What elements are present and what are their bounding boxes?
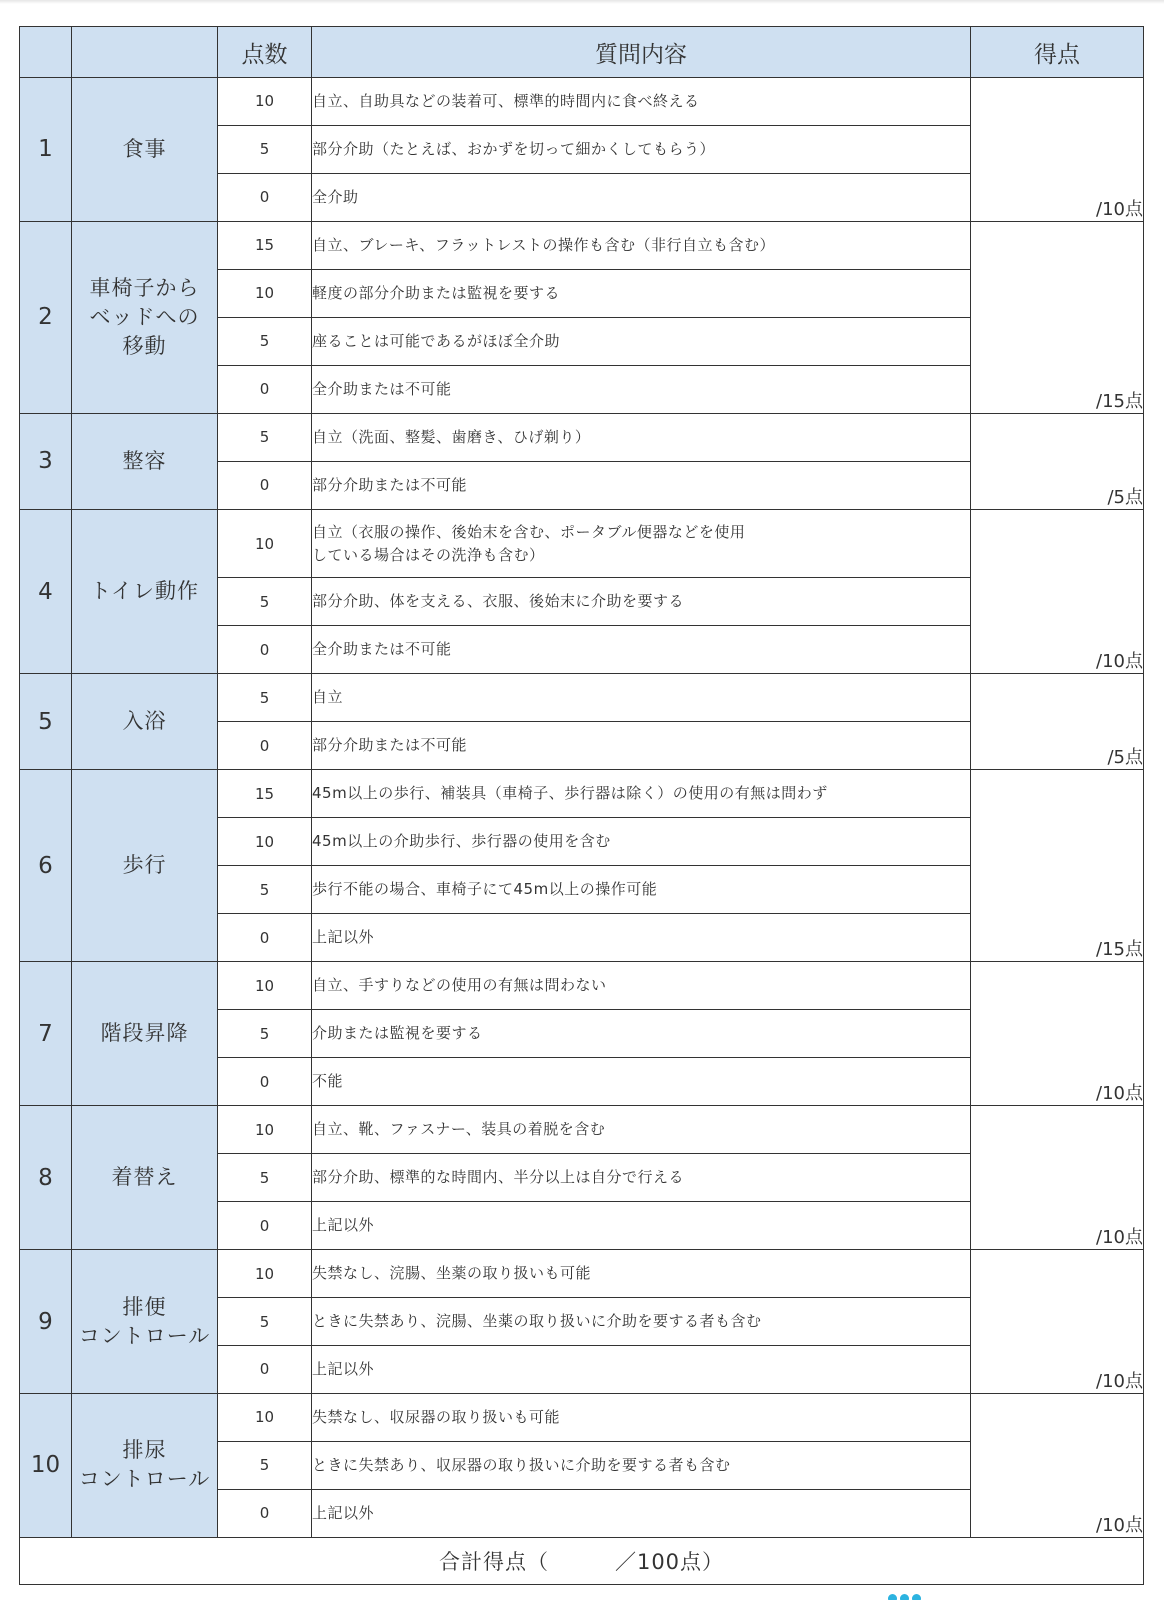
option-points: 0 (218, 1489, 312, 1537)
total-score: 合計得点（ ／100点） (20, 1538, 1144, 1585)
option-description: 部分介助（たとえば、おかずを切って細かくしてもらう） (312, 125, 971, 173)
option-points: 15 (218, 770, 312, 818)
item-label: 車椅子から ベッドへの 移動 (72, 221, 218, 413)
option-description: 上記以外 (312, 1346, 971, 1394)
option-description: 失禁なし、収尿器の取り扱いも可能 (312, 1393, 971, 1441)
option-points: 5 (218, 578, 312, 626)
option-points: 5 (218, 1010, 312, 1058)
score-input-cell[interactable]: /10点 (971, 509, 1144, 673)
option-description: 歩行不能の場合、車椅子にて45m以上の操作可能 (312, 866, 971, 914)
option-description: 部分介助または不可能 (312, 722, 971, 770)
header-row (20, 27, 1144, 78)
score-input-cell[interactable]: /10点 (971, 1106, 1144, 1250)
option-points: 10 (218, 962, 312, 1010)
score-input-cell[interactable]: /10点 (971, 1250, 1144, 1394)
item-label: 整容 (72, 413, 218, 509)
header-score: 得点 (971, 27, 1144, 78)
option-points: 5 (218, 674, 312, 722)
option-description: 失禁なし、浣腸、坐薬の取り扱いも可能 (312, 1250, 971, 1298)
option-description: ときに失禁あり、収尿器の取り扱いに介助を要する者も含む (312, 1441, 971, 1489)
option-points: 5 (218, 1441, 312, 1489)
option-points: 0 (218, 626, 312, 674)
item-label: 排尿 コントロール (72, 1393, 218, 1537)
header-number-cell (20, 27, 72, 78)
score-input-cell[interactable]: /5点 (971, 413, 1144, 509)
barthel-index-table (19, 26, 1144, 1585)
option-description: 全介助または不可能 (312, 626, 971, 674)
option-description: 全介助または不可能 (312, 365, 971, 413)
option-description: 自立（衣服の操作、後始末を含む、ポータブル便器などを使用 している場合はその洗浄も含む） (312, 509, 971, 577)
score-input-cell[interactable]: /10点 (971, 962, 1144, 1106)
option-points: 5 (218, 413, 312, 461)
item-number: 5 (20, 674, 72, 770)
option-points: 10 (218, 1393, 312, 1441)
decorative-dots (888, 1588, 948, 1600)
option-description: 全介助 (312, 173, 971, 221)
option-description: 上記以外 (312, 1489, 971, 1537)
option-description: 45m以上の歩行、補装具（車椅子、歩行器は除く）の使用の有無は問わず (312, 770, 971, 818)
option-description: 自立、手すりなどの使用の有無は問わない (312, 962, 971, 1010)
option-description: 部分介助、体を支える、衣服、後始末に介助を要する (312, 578, 971, 626)
option-description: 不能 (312, 1058, 971, 1106)
option-points: 5 (218, 1298, 312, 1346)
table-row (20, 221, 1144, 269)
item-label: 歩行 (72, 770, 218, 962)
option-description: 軽度の部分介助または監視を要する (312, 269, 971, 317)
option-description: 上記以外 (312, 1202, 971, 1250)
option-points: 5 (218, 317, 312, 365)
total-row (20, 1538, 1144, 1585)
option-points: 0 (218, 461, 312, 509)
option-points: 5 (218, 866, 312, 914)
option-description: 座ることは可能であるがほぼ全介助 (312, 317, 971, 365)
item-label: 着替え (72, 1106, 218, 1250)
item-label: 食事 (72, 78, 218, 222)
option-points: 0 (218, 173, 312, 221)
option-points: 0 (218, 365, 312, 413)
option-description: 自立、靴、ファスナー、装具の着脱を含む (312, 1106, 971, 1154)
item-label: 入浴 (72, 674, 218, 770)
item-label: トイレ動作 (72, 509, 218, 673)
item-number: 6 (20, 770, 72, 962)
option-points: 0 (218, 914, 312, 962)
option-description: 自立、ブレーキ、フラットレストの操作も含む（非行自立も含む） (312, 221, 971, 269)
table-row (20, 674, 1144, 722)
header-points: 点数 (218, 27, 312, 78)
option-description: 上記以外 (312, 914, 971, 962)
item-number: 4 (20, 509, 72, 673)
option-description: ときに失禁あり、浣腸、坐薬の取り扱いに介助を要する者も含む (312, 1298, 971, 1346)
table-row (20, 413, 1144, 461)
table-body (20, 78, 1144, 1538)
score-input-cell[interactable]: /5点 (971, 674, 1144, 770)
item-number: 2 (20, 221, 72, 413)
option-points: 10 (218, 509, 312, 577)
score-input-cell[interactable]: /15点 (971, 770, 1144, 962)
option-points: 10 (218, 269, 312, 317)
table-row (20, 770, 1144, 818)
option-points: 10 (218, 1250, 312, 1298)
top-edge-shadow (0, 0, 1164, 4)
option-points: 0 (218, 1058, 312, 1106)
table-row (20, 78, 1144, 126)
option-description: 部分介助または不可能 (312, 461, 971, 509)
table-row (20, 509, 1144, 577)
item-number: 10 (20, 1393, 72, 1537)
score-input-cell[interactable]: /15点 (971, 221, 1144, 413)
item-number: 9 (20, 1250, 72, 1394)
item-number: 8 (20, 1106, 72, 1250)
header-item-cell (72, 27, 218, 78)
item-label: 階段昇降 (72, 962, 218, 1106)
score-input-cell[interactable]: /10点 (971, 1393, 1144, 1537)
option-description: 自立（洗面、整髪、歯磨き、ひげ剃り） (312, 413, 971, 461)
score-input-cell[interactable]: /10点 (971, 78, 1144, 222)
option-points: 5 (218, 1154, 312, 1202)
option-points: 5 (218, 125, 312, 173)
option-points: 10 (218, 78, 312, 126)
table-row (20, 1106, 1144, 1154)
table-row (20, 1393, 1144, 1441)
item-number: 3 (20, 413, 72, 509)
option-points: 0 (218, 722, 312, 770)
header-question: 質問内容 (312, 27, 971, 78)
table-row (20, 1250, 1144, 1298)
option-points: 0 (218, 1202, 312, 1250)
option-description: 45m以上の介助歩行、歩行器の使用を含む (312, 818, 971, 866)
option-points: 0 (218, 1346, 312, 1394)
option-points: 10 (218, 818, 312, 866)
option-points: 15 (218, 221, 312, 269)
item-number: 1 (20, 78, 72, 222)
option-description: 自立 (312, 674, 971, 722)
item-label: 排便 コントロール (72, 1250, 218, 1394)
item-number: 7 (20, 962, 72, 1106)
option-description: 自立、自助具などの装着可、標準的時間内に食べ終える (312, 78, 971, 126)
table-row (20, 962, 1144, 1010)
option-points: 10 (218, 1106, 312, 1154)
option-description: 部分介助、標準的な時間内、半分以上は自分で行える (312, 1154, 971, 1202)
option-description: 介助または監視を要する (312, 1010, 971, 1058)
